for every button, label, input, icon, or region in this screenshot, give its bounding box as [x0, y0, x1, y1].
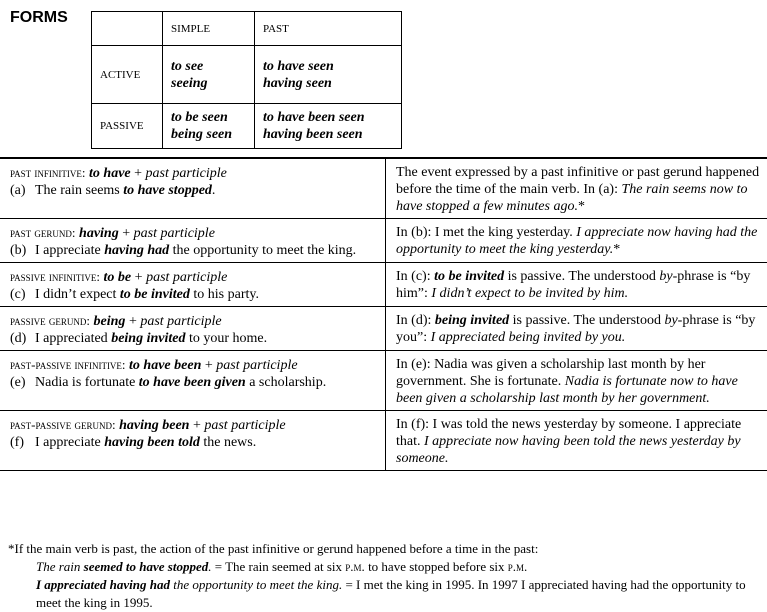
form-text: having been seen: [263, 127, 363, 142]
explanation-italic: I didn’t expect to be invited by him.: [431, 286, 629, 301]
example-bold: having been told: [104, 435, 200, 450]
form-text: to have been seen: [263, 110, 365, 125]
section-row: [0, 351, 767, 411]
fn-italic: .: [208, 559, 212, 574]
example-pre: I appreciate: [35, 243, 105, 258]
example: [10, 286, 381, 303]
section-left: [0, 158, 386, 219]
section-row: [0, 219, 767, 263]
heading-plus: +: [201, 358, 217, 373]
heading-rest: past participle: [133, 226, 215, 241]
section-right: [386, 219, 767, 263]
example-post: to his party.: [189, 287, 259, 302]
footnote-intro: *If the main verb is past, the action of the past infinitive or gerund happened before a time in the past:: [8, 541, 539, 556]
section-heading: [10, 312, 381, 330]
explanation-bold: to be invited: [434, 269, 505, 284]
example-bold: being invited: [111, 331, 186, 346]
section-row: [0, 411, 767, 471]
heading-form: having been: [119, 418, 190, 433]
explanation-mid: is passive. The understood: [504, 269, 660, 284]
fn-text: = The rain seemed at six: [211, 559, 346, 574]
section-left: [0, 307, 386, 351]
example-bold: to have stopped: [123, 183, 212, 198]
forms-row-label: PASSIVE: [92, 104, 163, 149]
section-row: [0, 263, 767, 307]
example-label: (e): [10, 375, 26, 390]
explanation-mid2: -phrase is “by him”:: [396, 269, 751, 301]
section-left: [0, 219, 386, 263]
example-post: .: [211, 183, 216, 198]
explanation-post: *: [613, 242, 621, 257]
forms-title: FORMS: [10, 9, 68, 26]
example-label: (c): [10, 287, 26, 302]
heading-plus: +: [118, 226, 134, 241]
explanation-italic: I appreciated being invited by you.: [430, 330, 626, 345]
explanation-by: by: [664, 313, 678, 328]
example-text: [35, 286, 259, 303]
explanation-text: In (f): I was told the news yesterday by someone. I appreciate that.: [396, 417, 742, 449]
footnote: [8, 540, 763, 612]
heading-plus: +: [125, 314, 141, 329]
explanation-italic: Nadia is fortunate now to have been given a scholarship last month by her government.: [396, 374, 738, 406]
example: [10, 330, 381, 347]
explanation-italic: I appreciate now having had the opportunity to meet the king yesterday.: [396, 225, 758, 257]
example-label: (d): [10, 331, 27, 346]
section-right: [386, 411, 767, 471]
section-left: [0, 411, 386, 471]
explanation-text: In (d):: [396, 313, 435, 328]
heading-plus: +: [131, 270, 147, 285]
section-left: [0, 263, 386, 307]
forms-table: [91, 11, 402, 149]
heading-label: passive gerund:: [10, 313, 91, 328]
example-pre: Nadia is fortunate: [35, 375, 139, 390]
fn-bold: seemed to have stopped: [83, 559, 209, 574]
forms-header-row: [92, 12, 402, 46]
example-label: (b): [10, 243, 27, 258]
explanation-text: The event expressed by a past infinitive or past gerund happened before the time of the main verb. In (a):: [396, 165, 760, 197]
section-left: [0, 351, 386, 411]
heading-label: past infinitive:: [10, 165, 86, 180]
heading-label: past-passive infinitive:: [10, 357, 126, 372]
explanation-bold: being invited: [434, 313, 510, 328]
form-text: to be seen: [171, 110, 228, 125]
forms-corner-cell: [92, 12, 163, 46]
example-post: the news.: [199, 435, 257, 450]
fn-text: = I met the king in 1995. In 1997 I appreciated having had the opportunity to meet the king in 1995.: [36, 577, 746, 610]
heading-form: having: [79, 226, 119, 241]
heading-rest: past participle: [204, 418, 286, 433]
section-right: [386, 158, 767, 219]
example-post: the opportunity to meet the king.: [169, 243, 357, 258]
explanation-by: by: [659, 269, 673, 284]
section-heading: [10, 356, 381, 374]
explanation-text: In (b): I met the king yesterday.: [396, 225, 577, 240]
section-row: [0, 307, 767, 351]
fn-bold: I appreciated having had: [36, 577, 170, 592]
forms-row-passive: [92, 104, 402, 149]
example-bold: to have been given: [138, 375, 246, 390]
explanation-table: [0, 157, 767, 471]
example: [10, 374, 381, 391]
example-text: [35, 434, 256, 451]
example-post: a scholarship.: [245, 375, 327, 390]
heading-form: being: [93, 314, 126, 329]
example-text: [35, 330, 267, 347]
forms-cell-past: [255, 104, 402, 149]
example-text: [35, 242, 356, 259]
heading-rest: past participle: [140, 314, 222, 329]
heading-rest: past participle: [216, 358, 298, 373]
example-label: (a): [10, 183, 26, 198]
section-right: [386, 263, 767, 307]
forms-cell-simple: [163, 104, 255, 149]
example: [10, 242, 381, 259]
heading-form: to have: [89, 166, 131, 181]
explanation-mid: is passive. The understood: [509, 313, 665, 328]
form-text: being seen: [171, 127, 233, 142]
example-bold: to be invited: [119, 287, 190, 302]
heading-form: to have been: [129, 358, 202, 373]
explanation-mid2: -phrase is “by you”:: [396, 313, 756, 345]
heading-form: to be: [103, 270, 132, 285]
fn-italic: the opportunity to meet the king.: [169, 577, 343, 592]
example-text: [35, 182, 215, 199]
form-text: having seen: [263, 75, 332, 91]
heading-label: past gerund:: [10, 225, 76, 240]
example: [10, 182, 381, 199]
example-bold: having had: [104, 243, 170, 258]
explanation-text: In (c):: [396, 269, 435, 284]
example-pre: I didn’t expect: [35, 287, 120, 302]
example-label: (f): [10, 435, 24, 450]
forms-row-active: [92, 46, 402, 104]
section-heading: [10, 416, 381, 434]
forms-header-past: PAST: [255, 12, 402, 46]
form-text: to see: [171, 58, 204, 74]
explanation-post: *: [577, 199, 585, 214]
heading-rest: past participle: [146, 270, 228, 285]
heading-label: past-passive gerund:: [10, 417, 116, 432]
heading-label: passive infinitive:: [10, 269, 101, 284]
heading-rest: past participle: [145, 166, 227, 181]
form-text: seeing: [171, 75, 208, 91]
fn-italic: The rain: [36, 559, 84, 574]
example-post: to your home.: [185, 331, 268, 346]
explanation-italic: The rain seems now to have stopped a few minutes ago.: [396, 182, 748, 214]
example: [10, 434, 381, 451]
forms-cell-simple: [163, 46, 255, 104]
section-right: [386, 307, 767, 351]
example-pre: The rain seems: [35, 183, 124, 198]
fn-time: p.m.: [507, 559, 528, 574]
heading-plus: +: [189, 418, 205, 433]
example-text: [35, 374, 326, 391]
heading-plus: +: [130, 166, 146, 181]
fn-time: p.m.: [345, 559, 365, 574]
section-row: [0, 158, 767, 219]
section-heading: [10, 164, 381, 182]
section-right: [386, 351, 767, 411]
section-heading: [10, 224, 381, 242]
footnote-line-2: [8, 576, 763, 612]
explanation-text: In (e): Nadia was given a scholarship last month by her government. She is fortunate.: [396, 357, 706, 389]
forms-header-simple: SIMPLE: [163, 12, 255, 46]
fn-text: to have stopped before six: [364, 559, 508, 574]
forms-row-label: ACTIVE: [92, 46, 163, 104]
footnote-line-1: [8, 558, 763, 576]
section-heading: [10, 268, 381, 286]
example-pre: I appreciate: [35, 435, 105, 450]
example-pre: I appreciated: [35, 331, 112, 346]
forms-cell-past: [255, 46, 402, 104]
form-text: to have seen: [263, 58, 334, 74]
explanation-italic: I appreciate now having been told the news yesterday by someone.: [396, 434, 741, 466]
